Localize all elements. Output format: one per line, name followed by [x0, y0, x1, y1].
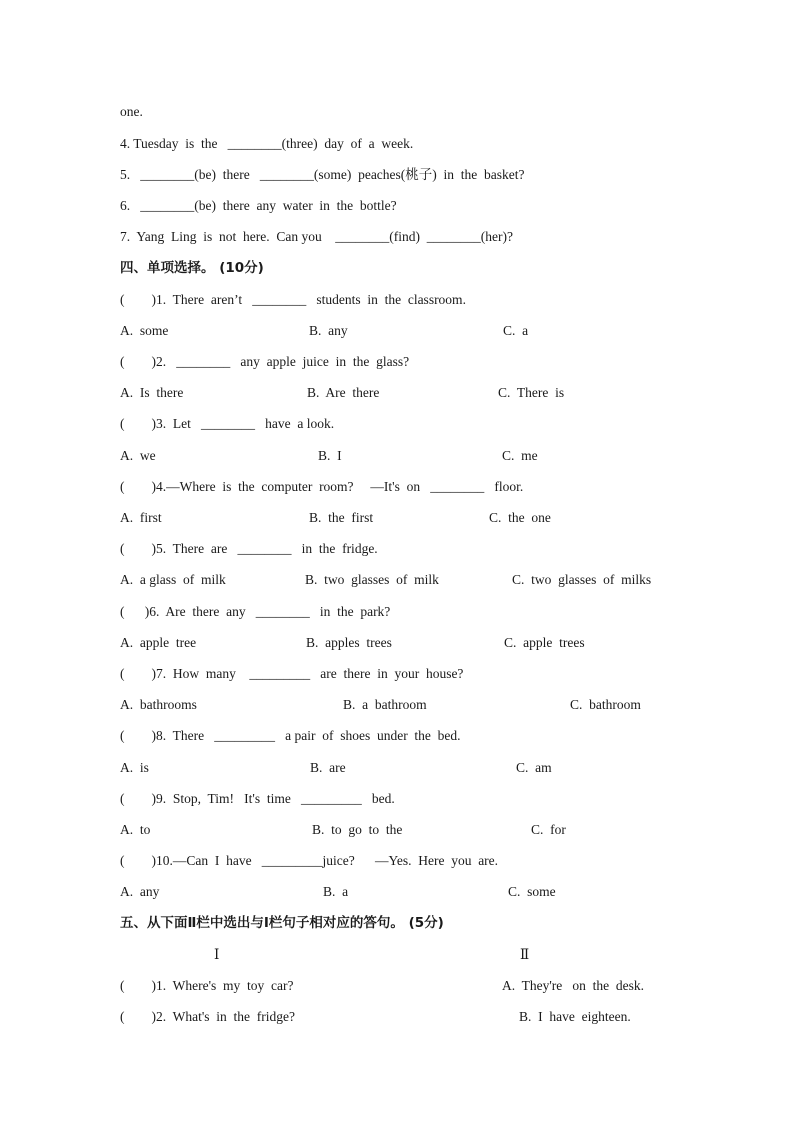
mc-option-a: A. apple tree: [120, 635, 197, 650]
section-5-title: 五、从下面Ⅱ栏中选出与Ⅰ栏句子相对应的答句。 (5分): [120, 915, 444, 931]
mc-option-a: A. to: [120, 822, 151, 837]
mc-option-b: B. apples trees: [306, 635, 392, 650]
mc-option-b: B. a bathroom: [343, 697, 427, 712]
mc-option-c: C. bathroom: [570, 697, 641, 712]
mc-option-c: C. two glasses of milks: [512, 572, 652, 587]
mc-question-stem: ( )10.—Can I have _________juice? —Yes. Here you are.: [120, 853, 499, 868]
match-question-left: ( )1. Where's my toy car?: [120, 978, 294, 993]
mc-question-stem: ( )3. Let ________ have a look.: [120, 416, 335, 431]
mc-option-b: B. a: [323, 884, 349, 899]
fill-question-6: 6. ________(be) there any water in the bottle?: [120, 198, 397, 213]
mc-option-c: C. the one: [489, 510, 551, 525]
match-answer-right: A. They're on the desk.: [502, 978, 645, 993]
mc-option-a: A. any: [120, 884, 160, 899]
mc-option-b: B. Are there: [307, 385, 380, 400]
mc-option-b: B. two glasses of milk: [305, 572, 439, 587]
prev-question-continuation: one.: [120, 104, 143, 119]
column-1-header: Ⅰ: [214, 947, 220, 962]
mc-option-b: B. any: [309, 323, 348, 338]
mc-question-stem: ( )4.—Where is the computer room? —It's on ________ floor.: [120, 479, 524, 494]
match-question-left: ( )2. What's in the fridge?: [120, 1009, 296, 1024]
fill-question-5: 5. ________(be) there ________(some) peaches(桃子) in the basket?: [120, 167, 525, 182]
column-2-header: Ⅱ: [520, 947, 530, 962]
match-answer-right: B. I have eighteen.: [519, 1009, 631, 1024]
mc-option-c: C. apple trees: [504, 635, 585, 650]
mc-question-stem: ( )7. How many _________ are there in your house?: [120, 666, 464, 681]
mc-question-stem: ( )2. ________ any apple juice in the glass?: [120, 354, 410, 369]
mc-option-a: A. bathrooms: [120, 697, 197, 712]
mc-question-stem: ( )6. Are there any ________ in the park?: [120, 604, 391, 619]
mc-option-a: A. first: [120, 510, 162, 525]
fill-question-4: 4. Tuesday is the ________(three) day of a week.: [120, 136, 414, 151]
mc-question-stem: ( )5. There are ________ in the fridge.: [120, 541, 378, 556]
mc-option-a: A. Is there: [120, 385, 184, 400]
mc-option-c: C. a: [503, 323, 529, 338]
mc-option-c: C. am: [516, 760, 552, 775]
mc-question-stem: ( )1. There aren’t ________ students in the classroom.: [120, 292, 466, 307]
mc-option-a: A. some: [120, 323, 169, 338]
mc-option-b: B. to go to the: [312, 822, 403, 837]
mc-option-b: B. are: [310, 760, 346, 775]
fill-question-7: 7. Yang Ling is not here. Can you ________(find) ________(her)?: [120, 229, 513, 244]
section-4-title: 四、单项选择。 (10分): [120, 260, 264, 276]
mc-question-stem: ( )9. Stop, Tim! It's time _________ bed.: [120, 791, 395, 806]
mc-option-a: A. we: [120, 448, 156, 463]
mc-option-c: C. me: [502, 448, 538, 463]
mc-option-c: C. some: [508, 884, 556, 899]
mc-option-b: B. I: [318, 448, 342, 463]
mc-option-c: C. There is: [498, 385, 565, 400]
mc-question-stem: ( )8. There _________ a pair of shoes under the bed.: [120, 728, 461, 743]
mc-option-c: C. for: [531, 822, 566, 837]
mc-option-a: A. is: [120, 760, 149, 775]
mc-option-a: A. a glass of milk: [120, 572, 226, 587]
mc-option-b: B. the first: [309, 510, 374, 525]
